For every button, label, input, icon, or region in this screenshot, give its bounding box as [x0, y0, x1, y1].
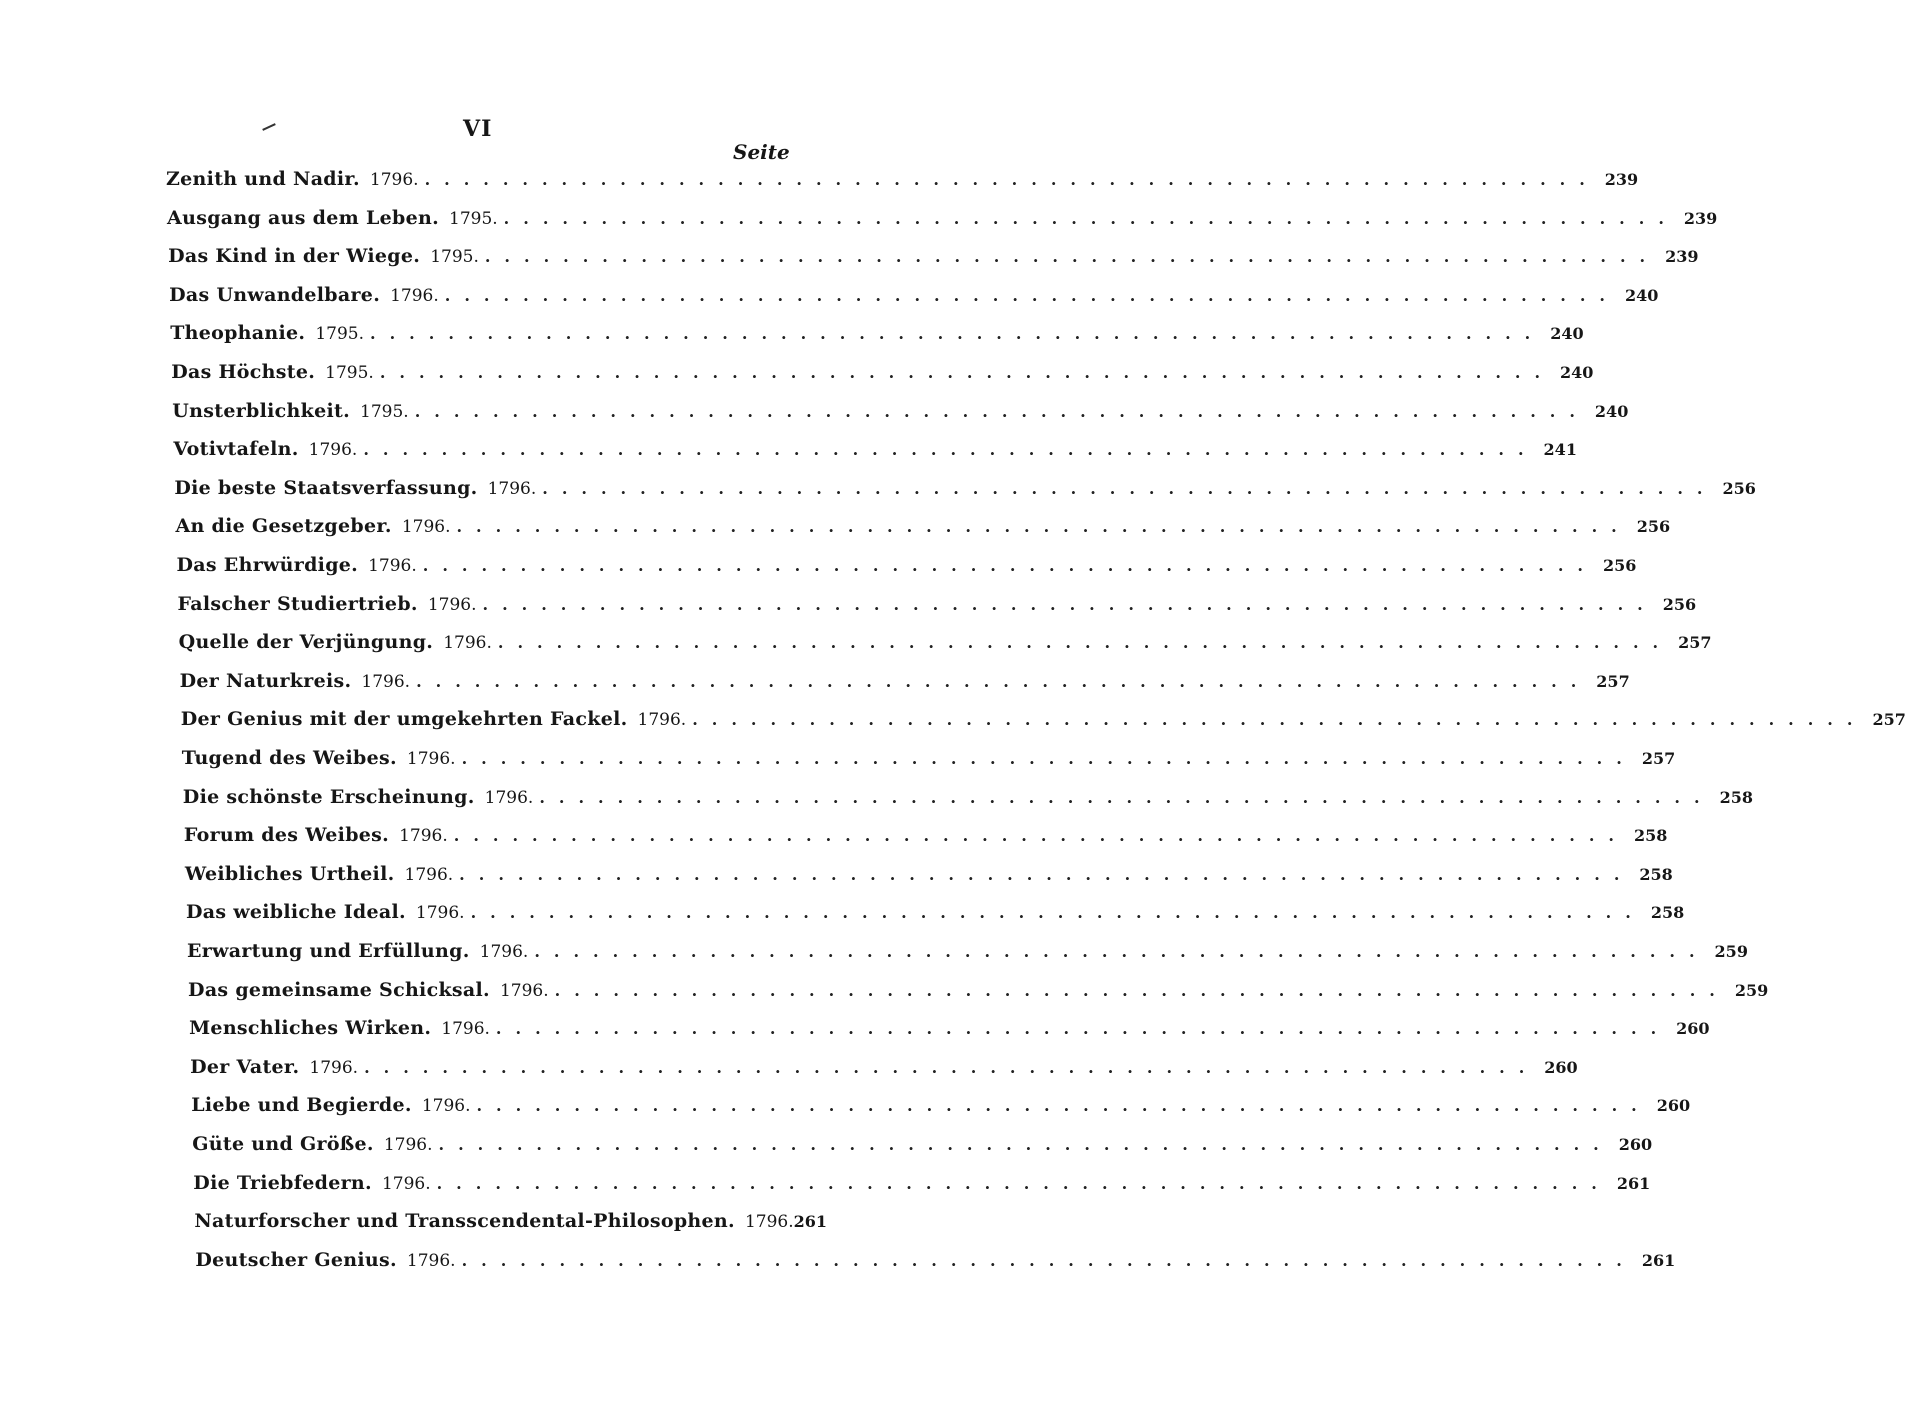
entry-page: 257: [1641, 749, 1676, 768]
entry-page: 260: [1656, 1096, 1691, 1116]
entry-page: 261: [793, 1212, 828, 1232]
entry-year: 1796.: [443, 633, 492, 654]
entry-title: Quelle der Verjüngung.: [178, 631, 434, 654]
toc-entry: [195, 1248, 1676, 1279]
entry-title: Ausgang aus dem Leben.: [167, 206, 439, 229]
leader-dots: ............................................................: [459, 864, 1634, 884]
leader-dots: ............................................................: [534, 942, 1709, 961]
leader-dots: ............................................................: [495, 1019, 1671, 1039]
entry-page: 240: [1560, 363, 1594, 382]
entry-title: Das Kind in der Wiege.: [168, 245, 421, 268]
entry-title: Votivtafeln.: [173, 438, 299, 461]
leader-dots: ............................................................: [416, 671, 1591, 691]
entry-year: 1795.: [449, 208, 498, 229]
entry-year: 1796.: [383, 1135, 433, 1155]
entry-title: Erwartung und Erfüllung.: [187, 940, 470, 962]
entry-page: 258: [1639, 864, 1673, 884]
entry-year: 1796.: [415, 903, 465, 924]
entry-year: 1796.: [421, 1096, 471, 1117]
entry-page: 261: [1616, 1173, 1651, 1193]
toc-entry: [180, 708, 1906, 738]
leader-dots: ............................................................: [424, 170, 1599, 189]
entry-title: Theophanie.: [170, 322, 306, 345]
entry-page: 260: [1544, 1057, 1578, 1077]
toc-entry: [178, 631, 1712, 661]
entry-year: 1795.: [360, 401, 409, 422]
toc-entry: [187, 940, 1748, 970]
toc-entry: [177, 592, 1697, 623]
entry-title: Die Triebfedern.: [193, 1171, 372, 1194]
pen-mark: [262, 123, 276, 131]
entry-title: Falscher Studiertrieb.: [177, 592, 418, 615]
entry-title: Das Höchste.: [171, 361, 316, 383]
toc-entry: [190, 1055, 1578, 1086]
entry-title: Forum des Weibes.: [183, 824, 390, 847]
entry-year: 1796.: [308, 440, 358, 461]
entry-title: Die beste Staatsverfassung.: [174, 476, 478, 499]
entry-page: 256: [1636, 517, 1671, 537]
toc-entry: [168, 245, 1699, 275]
entry-page: 240: [1594, 401, 1629, 421]
toc-entry: [181, 747, 1676, 777]
entry-year: 1795.: [430, 247, 479, 268]
leader-dots: ............................................................: [482, 594, 1657, 614]
entry-title: Die schönste Erscheinung.: [182, 785, 475, 808]
leader-dots: ............................................................: [379, 363, 1555, 382]
leader-dots: ............................................................: [484, 247, 1660, 267]
entry-page: 257: [1596, 671, 1630, 691]
entry-page: 259: [1734, 980, 1769, 1000]
entry-title: Tugend des Weibes.: [181, 747, 397, 769]
leader-dots: ............................................................: [470, 903, 1645, 923]
entry-year: 1796.: [390, 285, 439, 306]
entry-page: 256: [1662, 594, 1697, 614]
entry-page: 239: [1665, 247, 1699, 267]
page-column-label: Seite: [733, 140, 790, 164]
toc-entry: [194, 1210, 828, 1240]
entry-year: 1796.: [484, 787, 534, 808]
leader-dots: ............................................................: [422, 556, 1597, 575]
toc-entry: [169, 283, 1659, 314]
entry-title: Das Unwandelbare.: [169, 283, 381, 306]
leader-dots: ............................................................: [503, 208, 1678, 228]
leader-dots: ............................................................: [436, 1173, 1611, 1193]
entry-page: 258: [1650, 903, 1685, 923]
entry-year: 1796.: [744, 1212, 794, 1233]
entry-year: 1796.: [637, 710, 687, 731]
entry-year: 1796.: [368, 556, 417, 576]
entry-title: Der Naturkreis.: [179, 669, 352, 692]
entry-title: Der Vater.: [190, 1055, 300, 1078]
toc-entry: [184, 862, 1673, 893]
entry-page: 257: [1872, 710, 1906, 730]
entry-page: 241: [1543, 440, 1577, 460]
entry-title: Unsterblichkeit.: [172, 399, 351, 422]
entry-page: 261: [1641, 1250, 1676, 1270]
entry-year: 1796.: [369, 170, 419, 190]
entry-year: 1796.: [479, 942, 529, 962]
leader-dots: ............................................................: [444, 285, 1619, 305]
entry-title: Das gemeinsame Schicksal.: [188, 978, 490, 1001]
entry-page: 260: [1618, 1135, 1653, 1154]
entry-page: 257: [1678, 633, 1712, 653]
toc-entry: [166, 168, 1639, 198]
toc-entry: [173, 438, 1577, 468]
toc-entry: [191, 1094, 1691, 1124]
toc-entry: [183, 824, 1668, 854]
toc-entry: [193, 1171, 1651, 1202]
entry-page: 256: [1602, 556, 1637, 575]
entry-year: 1796.: [401, 517, 451, 538]
entry-page: 240: [1625, 285, 1659, 305]
leader-dots: ............................................................: [456, 517, 1631, 537]
toc-entry: [182, 785, 1753, 816]
entry-title: Deutscher Genius.: [195, 1248, 397, 1271]
entry-page: 240: [1550, 324, 1584, 344]
toc-entry: [179, 669, 1630, 700]
toc-entry: [189, 1017, 1710, 1047]
entry-page: 239: [1604, 170, 1639, 189]
entry-page: 239: [1683, 208, 1718, 228]
toc-entry: [171, 361, 1594, 391]
toc-entry: [172, 399, 1629, 430]
toc-entry: [175, 515, 1671, 545]
leader-dots: ............................................................: [363, 440, 1538, 460]
entry-year: 1796.: [399, 826, 448, 847]
entry-year: 1796.: [406, 749, 456, 769]
entry-title: Liebe und Begierde.: [191, 1094, 412, 1117]
toc-entry: [176, 554, 1637, 584]
leader-dots: ............................................................: [497, 633, 1673, 653]
entry-page: 256: [1722, 478, 1756, 498]
toc-entry: [185, 901, 1685, 931]
entry-year: 1796.: [499, 980, 549, 1001]
entry-title: Naturforscher und Transscendental-Philosophen.: [194, 1210, 735, 1233]
leader-dots: ............................................................: [461, 749, 1636, 768]
toc-entry: [188, 978, 1769, 1009]
entry-title: Zenith und Nadir.: [166, 168, 360, 190]
leader-dots: ............................................................: [692, 710, 1867, 730]
entry-year: 1796.: [404, 864, 454, 885]
entry-page: 258: [1633, 826, 1668, 846]
entry-title: Güte und Größe.: [192, 1133, 374, 1155]
leader-dots: ............................................................: [364, 1057, 1539, 1077]
entry-title: Der Genius mit der umgekehrten Fackel.: [180, 708, 628, 731]
entry-year: 1796.: [406, 1250, 456, 1271]
entry-page: 260: [1676, 1019, 1710, 1039]
toc-entry: [192, 1133, 1653, 1163]
entry-title: Menschliches Wirken.: [189, 1017, 432, 1040]
entry-year: 1796.: [441, 1019, 490, 1040]
leader-dots: ............................................................: [453, 826, 1628, 846]
toc-entry: [167, 206, 1718, 237]
entry-title: Das Ehrwürdige.: [176, 554, 359, 576]
leader-dots: ............................................................: [414, 401, 1589, 421]
leader-dots: ............................................................: [554, 980, 1729, 1000]
leader-dots: ............................................................: [370, 324, 1545, 344]
entry-year: 1796.: [427, 594, 477, 615]
entry-title: Weibliches Urtheil.: [184, 862, 395, 885]
entry-page: 258: [1719, 787, 1753, 807]
toc-entry: [174, 476, 1756, 507]
leader-dots: ............................................................: [539, 787, 1714, 807]
toc-entry: [170, 322, 1584, 352]
leader-dots: ............................................................: [438, 1135, 1613, 1154]
entry-year: 1796.: [361, 671, 411, 692]
entry-title: An die Gesetzgeber.: [175, 515, 392, 538]
leader-dots: ............................................................: [542, 478, 1717, 498]
entry-page: 259: [1714, 942, 1748, 961]
entry-year: 1796.: [487, 478, 537, 499]
leader-dots: ............................................................: [461, 1250, 1636, 1270]
entry-title: Das weibliche Ideal.: [185, 901, 406, 924]
entry-year: 1795.: [325, 363, 374, 383]
entry-year: 1795.: [315, 324, 365, 345]
entry-year: 1796.: [381, 1173, 431, 1194]
entry-year: 1796.: [309, 1057, 359, 1078]
page-number: VI: [463, 116, 493, 142]
leader-dots: ............................................................: [476, 1096, 1651, 1116]
